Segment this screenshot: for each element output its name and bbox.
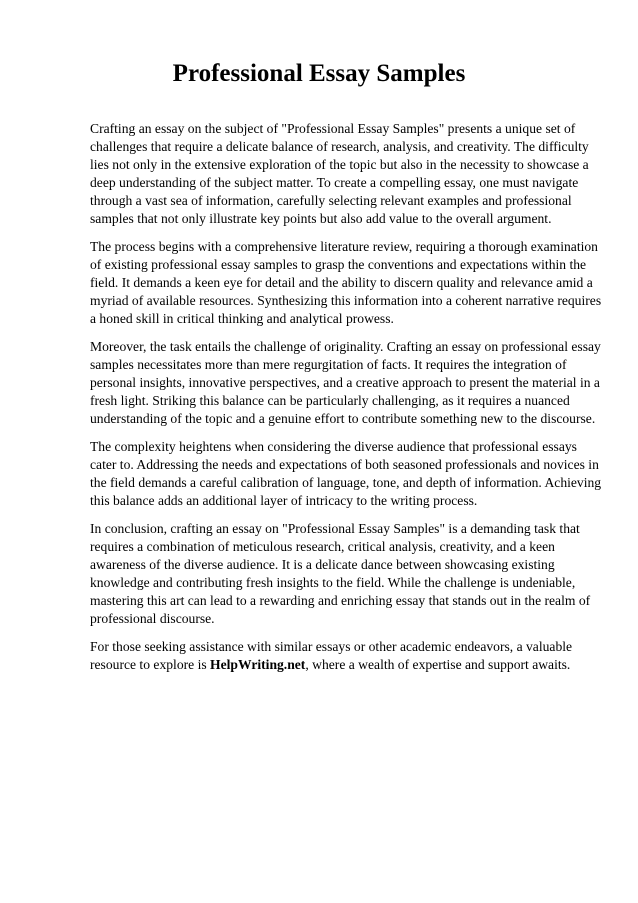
closing-text-after: , where a wealth of expertise and support awaits.: [305, 657, 571, 672]
paragraph-originality: Moreover, the task entails the challenge of originality. Crafting an essay on professional essay samples necessitates more than mere regurgitation of facts. It requires the integration of personal insights, innovative perspectives, and a creative approach to present the material in a fresh light. Striking this balance can be particularly challenging, as it requires a nuanced understanding of the topic and a genuine effort to contribute something new to the discourse.: [90, 339, 601, 426]
paragraph-audience: The complexity heightens when considering the diverse audience that professional essays cater to. Addressing the needs and expectations of both seasoned professionals and novices in the field demands a careful calibration of language, tone, and depth of information. Achieving this balance adds an additional layer of intricacy to the writing process.: [90, 439, 602, 508]
brand-link[interactable]: HelpWriting.net: [210, 657, 306, 672]
paragraph-process: The process begins with a comprehensive literature review, requiring a thorough examination of existing professional essay samples to grasp the conventions and expectations within the field. It demands a keen eye for detail and the ability to discern quality and relevance amid a myriad of available resources. Synthesizing this information into a coherent narrative requires a honed skill in critical thinking and analytical prowess.: [90, 239, 602, 326]
document-body: [90, 120, 602, 684]
closing-text-before: For those seeking assistance with similar essays or other academic endeavors, a valuable resource to explore is: [90, 639, 573, 672]
paragraph-intro: Crafting an essay on the subject of "Professional Essay Samples" presents a unique set of challenges that require a delicate balance of research, analysis, and creativity. The difficulty lies not only in the extensive exploration of the topic but also in the necessity to showcase a deep understanding of the subject matter. To create a compelling essay, one must navigate through a vast sea of information, carefully selecting relevant examples and professional samples that not only illustrate key points but also add value to the overall argument.: [90, 121, 589, 226]
page-title: Professional Essay Samples: [172, 60, 466, 87]
paragraph-closing: [90, 638, 602, 674]
paragraph-conclusion: In conclusion, crafting an essay on "Professional Essay Samples" is a demanding task that requires a combination of meticulous research, critical analysis, creativity, and a keen awareness of the diverse audience. It is a delicate dance between showcasing existing knowledge and contributing fresh insights to the field. While the challenge is undeniable, mastering this art can lead to a rewarding and enriching essay that stands out in the realm of professional discourse.: [90, 521, 591, 626]
